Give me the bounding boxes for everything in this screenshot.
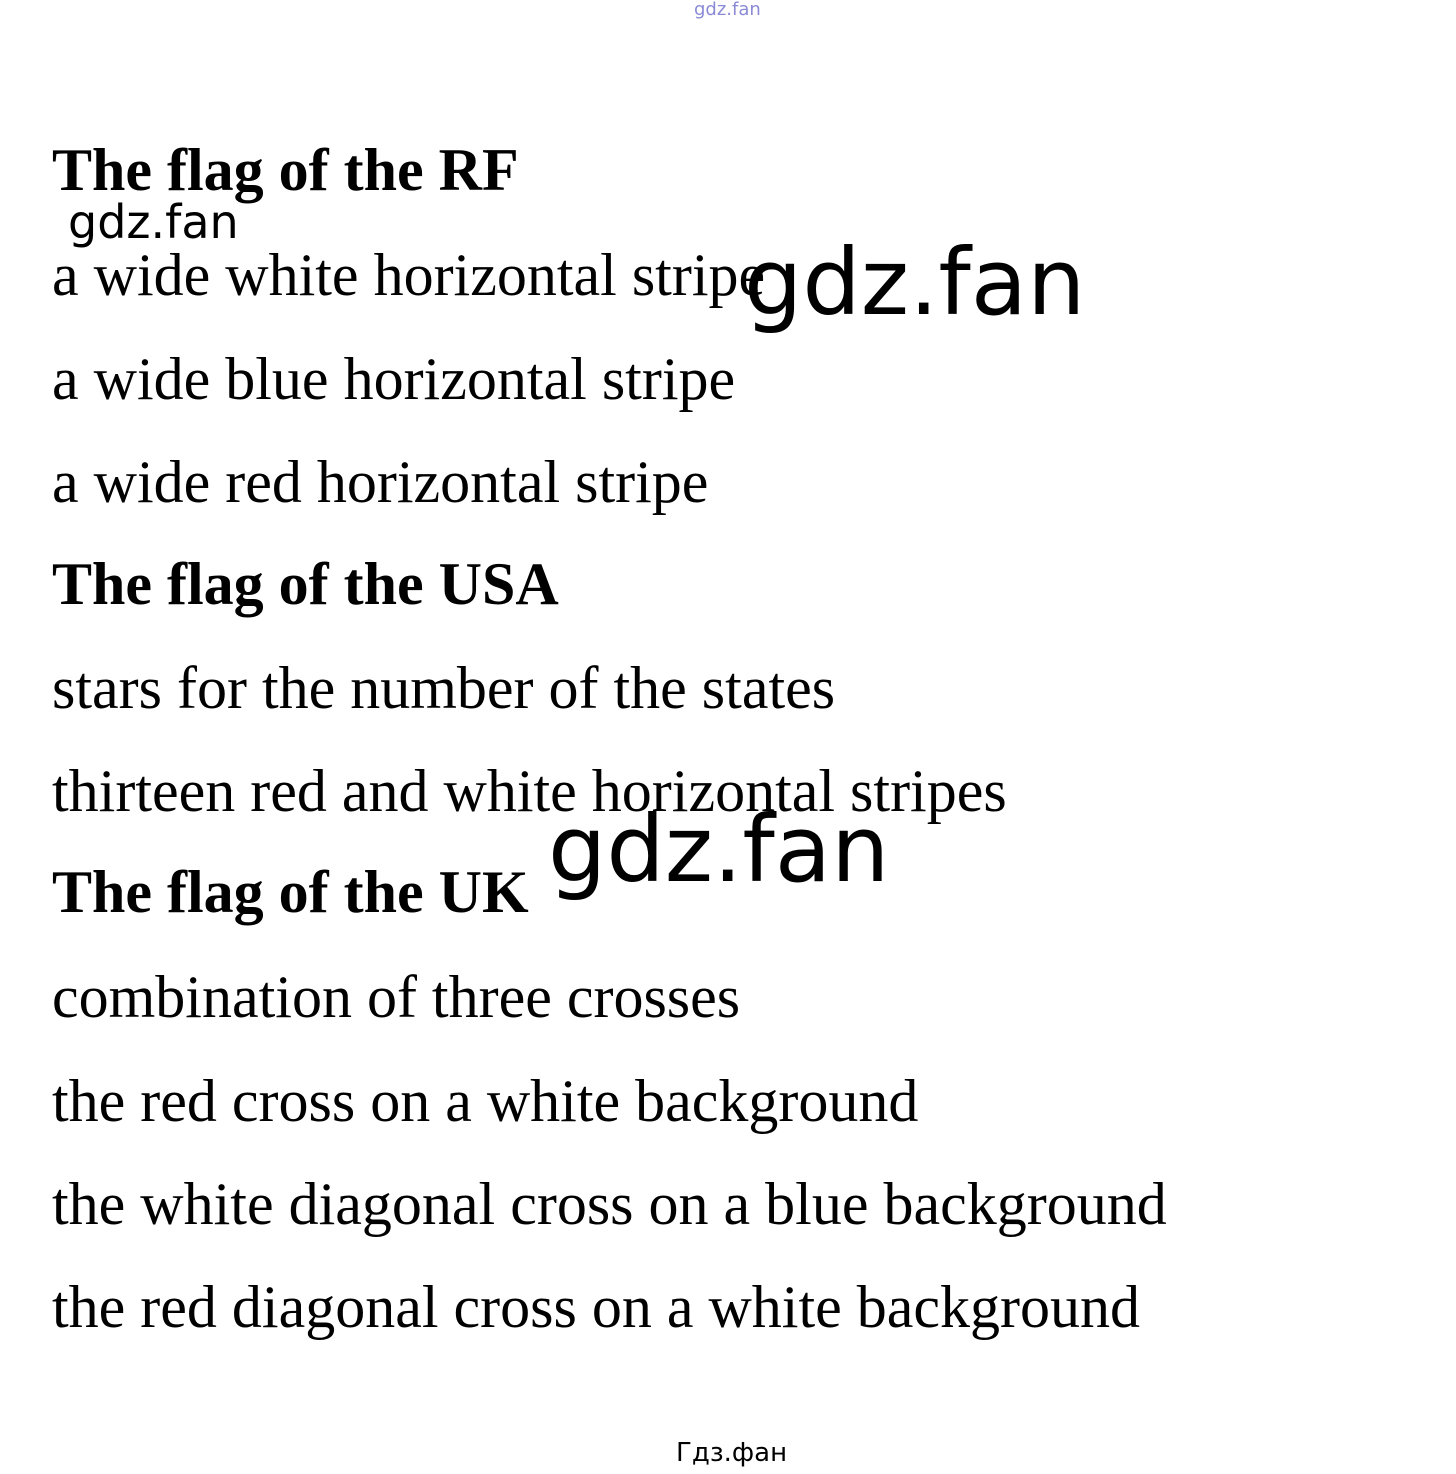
rf-item-3: a wide red horizontal stripe — [52, 449, 709, 515]
heading-rf: The flag of the RF — [52, 137, 519, 203]
usa-item-2: thirteen red and white horizontal stripes — [52, 758, 1007, 824]
heading-uk: The flag of the UK — [52, 859, 529, 925]
rf-item-2: a wide blue horizontal stripe — [52, 346, 736, 412]
watermark-large-1: gdz.fan — [744, 229, 1086, 336]
heading-usa: The flag of the USA — [52, 551, 559, 617]
rf-item-1: a wide white horizontal stripe — [52, 242, 766, 308]
watermark-large-2: gdz.fan — [548, 796, 890, 903]
watermark-bottom: Гдз.фан — [676, 1438, 788, 1468]
watermark-top: gdz.fan — [694, 0, 761, 20]
uk-item-4: the red diagonal cross on a white background — [52, 1274, 1140, 1340]
watermark-small: gdz.fan — [68, 195, 239, 249]
uk-item-2: the red cross on a white background — [52, 1068, 919, 1134]
usa-item-1: stars for the number of the states — [52, 655, 836, 721]
uk-item-1: combination of three crosses — [52, 964, 741, 1030]
uk-item-3: the white diagonal cross on a blue background — [52, 1171, 1167, 1237]
